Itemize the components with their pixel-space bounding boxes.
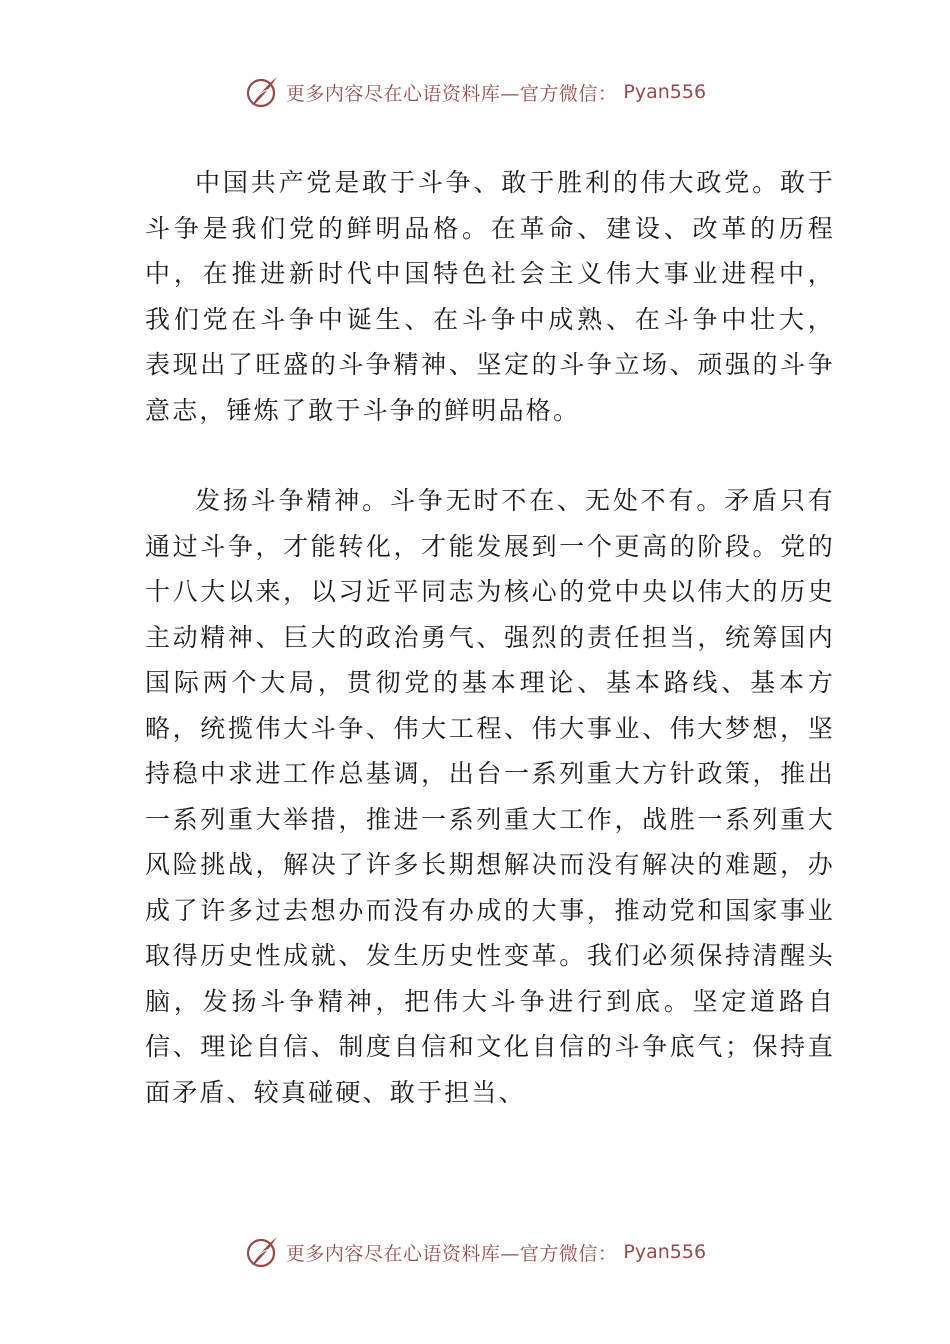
header-watermark — [0, 72, 950, 112]
watermark-site-text: 更多内容尽在心语资料库—官方微信： — [285, 82, 618, 105]
quill-circle-logo-icon — [244, 1234, 280, 1270]
document-body — [145, 160, 835, 1115]
watermark-site-text: 更多内容尽在心语资料库—官方微信： — [285, 1242, 618, 1265]
footer-watermark — [0, 1232, 950, 1272]
paragraph-2: 发扬斗争精神。斗争无时不在、无处不有。矛盾只有通过斗争，才能转化，才能发展到一个更高的阶段。党的十八大以来，以习近平同志为核心的党中央以伟大的历史主动精神、巨大的政治勇气、强烈的责任担当，统筹国内国际两个大局，贯彻党的基本理论、基本路线、基本方略，统揽伟大斗争、伟大工程、伟大事业、伟大梦想，坚持稳中求进工作总基调，出台一系列重大方针政策，推出一系列重大举措，推进一系列重大工作，战胜一系列重大风险挑战，解决了许多长期想解决而没有解决的难题，办成了许多过去想办而没有办成的大事，推动党和国家事业取得历史性成就、发生历史性变革。我们必须保持清醒头脑，发扬斗争精神，把伟大斗争进行到底。坚定道路自信、理论自信、制度自信和文化自信的斗争底气；保持直面矛盾、较真碰硬、敢于担当、 — [145, 486, 835, 1107]
watermark-wechat-handle: Pyan556 — [623, 1241, 707, 1263]
watermark-wechat-handle: Pyan556 — [623, 81, 707, 103]
paragraph-1: 中国共产党是敢于斗争、敢于胜利的伟大政党。敢于斗争是我们党的鲜明品格。在革命、建设、改革的历程中，在推进新时代中国特色社会主义伟大事业进程中， 我们党在斗争中诞生、在斗争中成熟、在斗争中壮大， 表现出了旺盛的斗争精神、坚定的斗争立场、顽强的斗争意志，锤炼了敢于斗争的鲜明品格。 — [145, 168, 835, 425]
quill-circle-logo-icon — [244, 74, 280, 110]
